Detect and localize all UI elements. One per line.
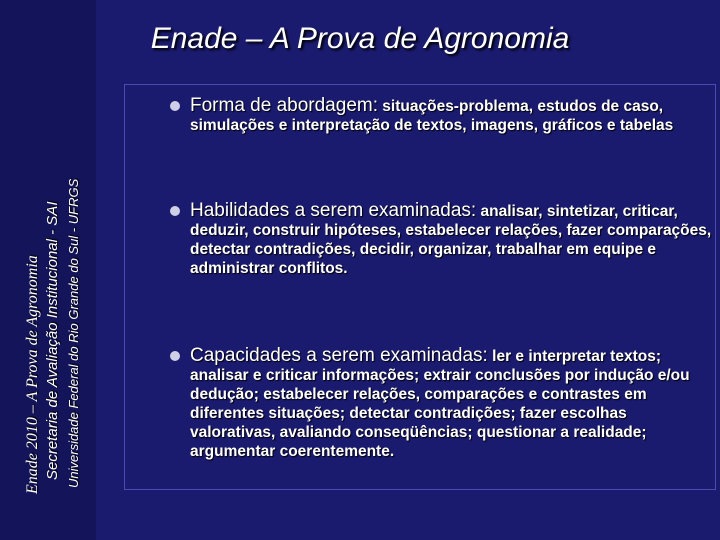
bullet-dot-icon xyxy=(170,101,180,111)
bullet-heading: Habilidades a serem examinadas: xyxy=(190,200,477,221)
bullet-text: ler e interpretar textos; analisar e criticar informações; extrair conclusões por indução e/ou dedução; estabelecer relações, comparações e contrastes em diferentes situações; detectar contradições; fazer escolhas valorativas, avaliando conseqüências; questionar a realidade; argumentar coerentemente. xyxy=(190,348,690,460)
bullet-dot-icon xyxy=(170,351,180,361)
slide-title: Enade – A Prova de Agronomia xyxy=(150,22,570,55)
bullet-text: analisar, sintetizar, criticar, deduzir, construir hipóteses, estabelecer relações, fazer comparações, detectar contradições, decidir, organizar, trabalhar em equipe e administrar conflitos. xyxy=(190,203,712,277)
bullet-text: situações-problema, estudos de caso, simulações e interpretação de textos, imagens, gráficos e tabelas xyxy=(190,98,674,134)
bullet-capacities xyxy=(190,346,714,461)
bullet-heading: Forma de abordagem: xyxy=(190,95,378,116)
bullet-approach xyxy=(190,96,714,135)
bullet-dot-icon xyxy=(170,206,180,216)
side-label-exam: Enade 2010 – A Prova de Agronomia xyxy=(24,255,41,494)
bullet-heading: Capacidades a serem examinadas: xyxy=(190,345,488,366)
bullet-skills xyxy=(190,201,714,278)
side-label-secretariat: Secretaria de Avaliação Institucional - SAI xyxy=(44,201,61,480)
side-label-university: Universidade Federal do Rio Grande do Sul - UFRGS xyxy=(66,178,81,488)
